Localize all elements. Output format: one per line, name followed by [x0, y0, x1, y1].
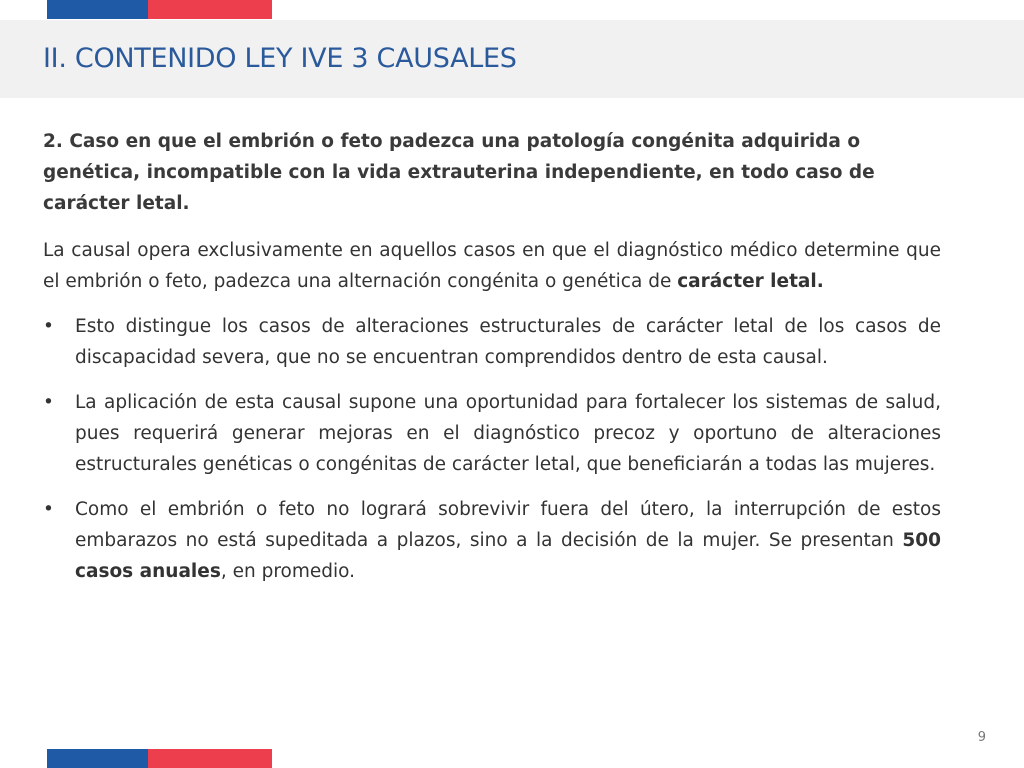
bullet-text-after: , en promedio.	[220, 561, 356, 582]
bullet-dot-icon: •	[43, 499, 54, 520]
page-number: 9	[977, 730, 986, 745]
bottom-flag-bar	[47, 749, 272, 768]
slide-content	[43, 126, 941, 601]
flag-blue-segment	[47, 749, 148, 768]
top-flag-bar	[47, 0, 272, 19]
causal-heading: 2. Caso en que el embrión o feto padezca una patología congénita adquirida o genética, incompatible con la vida extrauterina independiente, en todo caso de carácter letal.	[43, 131, 875, 214]
bullet-text	[75, 499, 941, 582]
bullet-text: Esto distingue los casos de alteraciones estructurales de carácter letal de los casos de discapacidad severa, que no se encuentran comprendidos dentro de esta causal.	[75, 316, 941, 368]
bullet-text: La aplicación de esta causal supone una oportunidad para fortalecer los sistemas de salud, pues requerirá generar mejoras en el diagnóstico precoz y oportuno de alteraciones estructurales genéticas o congénitas de carácter letal, que beneficiarán a todas las mujeres.	[75, 392, 941, 475]
slide-title: II. CONTENIDO LEY IVE 3 CAUSALES	[43, 43, 517, 74]
causal-description	[43, 235, 941, 297]
bullet-item	[43, 311, 941, 373]
bullet-text-before: Como el embrión o feto no logrará sobrevivir fuera del útero, la interrupción de estos embarazos no está supeditada a plazos, sino a la decisión de la mujer. Se presentan	[75, 499, 941, 551]
causal-description-text: La causal opera exclusivamente en aquellos casos en que el diagnóstico médico determine que el embrión o feto, padezca una alternación congénita o genética de	[43, 240, 941, 292]
flag-blue-segment	[47, 0, 148, 19]
flag-red-segment	[148, 0, 272, 19]
flag-red-segment	[148, 749, 272, 768]
bullet-item	[43, 387, 941, 480]
bullet-text-bold: 500 casos anuales	[75, 530, 941, 582]
causal-description-bold: carácter letal.	[677, 271, 824, 292]
bullet-dot-icon: •	[43, 392, 54, 413]
bullet-item	[43, 494, 941, 587]
bullet-dot-icon: •	[43, 316, 54, 337]
